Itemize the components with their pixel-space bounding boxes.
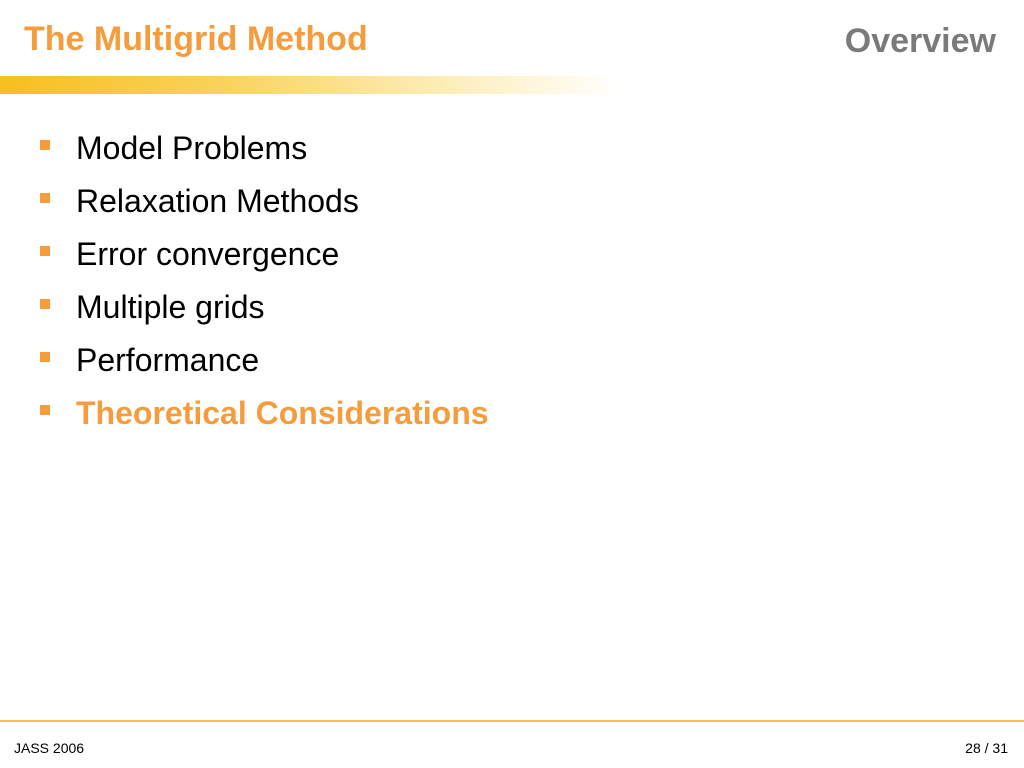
- section-title: Overview: [844, 22, 996, 60]
- bullet-item-multiple-grids: [40, 281, 489, 334]
- bullet-item-theoretical-considerations: [40, 387, 489, 440]
- bullet-item-model-problems: [40, 122, 489, 175]
- bullet-item-relaxation-methods: [40, 175, 489, 228]
- square-bullet-icon: [40, 299, 50, 309]
- bullet-list: [40, 122, 489, 440]
- bullet-item-error-convergence: [40, 228, 489, 281]
- square-bullet-icon: [40, 140, 50, 150]
- footer-event-label: JASS 2006: [14, 740, 85, 756]
- bullet-item-performance: [40, 334, 489, 387]
- bullet-label: Relaxation Methods: [76, 183, 359, 219]
- square-bullet-icon: [40, 246, 50, 256]
- bullet-label: Multiple grids: [76, 289, 265, 325]
- page-number: 28 / 31: [965, 740, 1008, 756]
- square-bullet-icon: [40, 352, 50, 362]
- bullet-label-current: Theoretical Considerations: [76, 395, 489, 431]
- square-bullet-icon: [40, 193, 50, 203]
- bullet-label: Performance: [76, 342, 260, 378]
- header-gradient-bar: [0, 76, 620, 94]
- presentation-title: The Multigrid Method: [24, 20, 368, 58]
- footer-divider: [0, 720, 1024, 722]
- bullet-label: Model Problems: [76, 130, 308, 166]
- square-bullet-icon: [40, 405, 50, 415]
- bullet-label: Error convergence: [76, 236, 340, 272]
